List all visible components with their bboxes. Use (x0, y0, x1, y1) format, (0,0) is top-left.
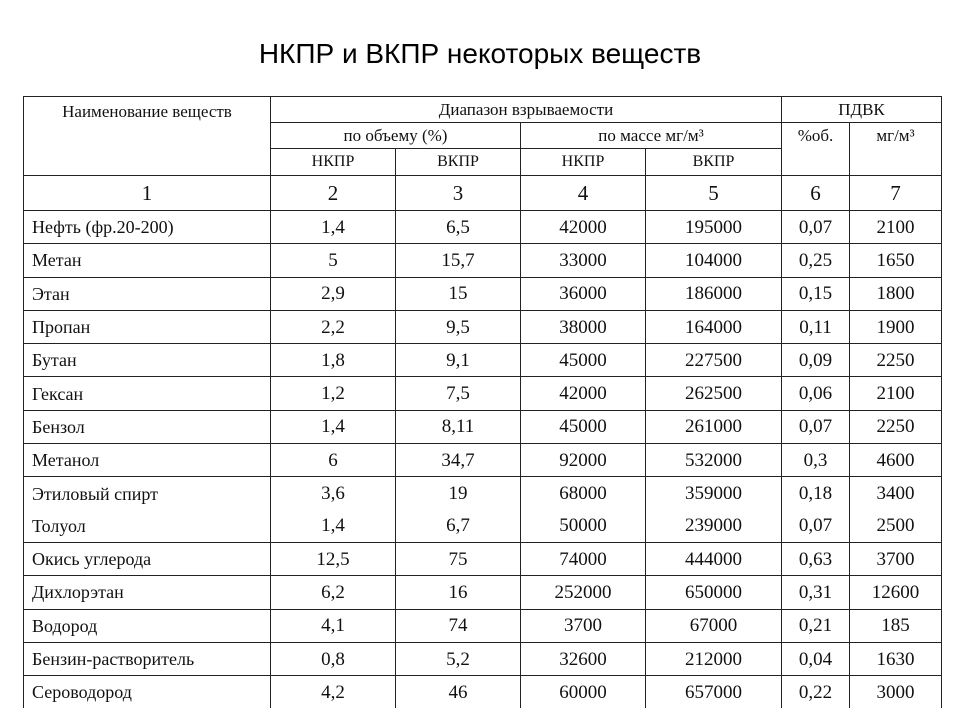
substance-name: Водород (24, 609, 271, 642)
mass-vkpr: 262500 (646, 377, 782, 410)
mass-nkpr: 42000 (521, 211, 646, 244)
pdvk-mg: 2100 (850, 211, 942, 244)
pdvk-percent: 0,07 (782, 410, 850, 443)
volume-nkpr: 4,1 (271, 609, 396, 642)
table-row (24, 377, 942, 410)
mass-nkpr: 38000 (521, 310, 646, 343)
mass-vkpr: 67000 (646, 609, 782, 642)
mass-vkpr: 532000 (646, 444, 782, 477)
col-number: 5 (646, 176, 782, 211)
substance-name: Гексан (24, 377, 271, 410)
pdvk-percent: 0,09 (782, 344, 850, 377)
mass-nkpr: 33000 (521, 244, 646, 277)
mass-nkpr: 92000 (521, 444, 646, 477)
table-row (24, 244, 942, 277)
header-substance-name: Наименование веществ (24, 97, 271, 176)
pdvk-mg: 2250 (850, 410, 942, 443)
substance-name: Окись углерода (24, 542, 271, 575)
pdvk-percent: 0,07 (782, 510, 850, 543)
volume-vkpr: 7,5 (396, 377, 521, 410)
substance-name: Пропан (24, 310, 271, 343)
volume-vkpr: 19 (396, 477, 521, 510)
volume-vkpr: 75 (396, 542, 521, 575)
substance-name: Сероводород (24, 676, 271, 709)
table-row (24, 510, 942, 543)
pdvk-mg: 1650 (850, 244, 942, 277)
col-number: 6 (782, 176, 850, 211)
table-row (24, 444, 942, 477)
substance-name: Толуол (24, 510, 271, 543)
volume-vkpr: 34,7 (396, 444, 521, 477)
mass-vkpr: 104000 (646, 244, 782, 277)
pdvk-percent: 0,31 (782, 576, 850, 609)
pdvk-mg: 3700 (850, 542, 942, 575)
substance-name: Метан (24, 244, 271, 277)
mass-nkpr: 252000 (521, 576, 646, 609)
substance-name: Дихлорэтан (24, 576, 271, 609)
pdvk-percent: 0,18 (782, 477, 850, 510)
substance-name: Этиловый спирт (24, 477, 271, 510)
pdvk-percent: 0,21 (782, 609, 850, 642)
pdvk-percent: 0,63 (782, 542, 850, 575)
mass-nkpr: 60000 (521, 676, 646, 709)
substance-name: Нефть (фр.20-200) (24, 211, 271, 244)
pdvk-percent: 0,04 (782, 642, 850, 675)
mass-vkpr: 657000 (646, 676, 782, 709)
column-number-row (24, 176, 942, 211)
volume-vkpr: 9,1 (396, 344, 521, 377)
col-number: 3 (396, 176, 521, 211)
mass-vkpr: 212000 (646, 642, 782, 675)
header-mg-m3: мг/м³ (850, 123, 942, 176)
pdvk-mg: 1630 (850, 642, 942, 675)
volume-nkpr: 3,6 (271, 477, 396, 510)
volume-vkpr: 5,2 (396, 642, 521, 675)
table-row (24, 576, 942, 609)
volume-vkpr: 15,7 (396, 244, 521, 277)
table-row (24, 277, 942, 310)
volume-vkpr: 16 (396, 576, 521, 609)
volume-nkpr: 1,4 (271, 211, 396, 244)
volume-vkpr: 6,5 (396, 211, 521, 244)
pdvk-mg: 1800 (850, 277, 942, 310)
pdvk-percent: 0,15 (782, 277, 850, 310)
table-row (24, 344, 942, 377)
mass-nkpr: 74000 (521, 542, 646, 575)
pdvk-mg: 185 (850, 609, 942, 642)
pdvk-mg: 1900 (850, 310, 942, 343)
table-row (24, 676, 942, 709)
table-row (24, 410, 942, 443)
volume-nkpr: 12,5 (271, 542, 396, 575)
pdvk-mg: 4600 (850, 444, 942, 477)
mass-nkpr: 36000 (521, 277, 646, 310)
substance-name: Бензол (24, 410, 271, 443)
mass-nkpr: 45000 (521, 344, 646, 377)
pdvk-mg: 3400 (850, 477, 942, 510)
volume-vkpr: 6,7 (396, 510, 521, 543)
header-mass-vkpr: ВКПР (646, 149, 782, 176)
pdvk-percent: 0,3 (782, 444, 850, 477)
page-title: НКПР и ВКПР некоторых веществ (258, 38, 702, 69)
header-vol-nkpr: НКПР (271, 149, 396, 176)
volume-nkpr: 0,8 (271, 642, 396, 675)
table-row (24, 211, 942, 244)
pdvk-mg: 2100 (850, 377, 942, 410)
col-number: 4 (521, 176, 646, 211)
col-number: 2 (271, 176, 396, 211)
table-row (24, 310, 942, 343)
mass-nkpr: 32600 (521, 642, 646, 675)
mass-vkpr: 186000 (646, 277, 782, 310)
mass-nkpr: 42000 (521, 377, 646, 410)
mass-nkpr: 3700 (521, 609, 646, 642)
pdvk-mg: 3000 (850, 676, 942, 709)
volume-nkpr: 1,2 (271, 377, 396, 410)
pdvk-mg: 2250 (850, 344, 942, 377)
mass-vkpr: 650000 (646, 576, 782, 609)
substance-name: Метанол (24, 444, 271, 477)
substance-name: Этан (24, 277, 271, 310)
header-by-volume: по объему (%) (271, 123, 521, 149)
volume-nkpr: 1,4 (271, 410, 396, 443)
header-pct-ob: %об. (782, 123, 850, 176)
mass-vkpr: 164000 (646, 310, 782, 343)
header-mass-nkpr: НКПР (521, 149, 646, 176)
mass-nkpr: 68000 (521, 477, 646, 510)
explosion-limits-table (23, 96, 942, 708)
pdvk-percent: 0,11 (782, 310, 850, 343)
volume-nkpr: 5 (271, 244, 396, 277)
volume-nkpr: 6 (271, 444, 396, 477)
pdvk-percent: 0,07 (782, 211, 850, 244)
header-explosion-range: Диапазон взрываемости (271, 97, 782, 123)
col-number: 7 (850, 176, 942, 211)
header-vol-vkpr: ВКПР (396, 149, 521, 176)
volume-nkpr: 4,2 (271, 676, 396, 709)
mass-vkpr: 444000 (646, 542, 782, 575)
pdvk-mg: 2500 (850, 510, 942, 543)
volume-nkpr: 2,9 (271, 277, 396, 310)
volume-vkpr: 9,5 (396, 310, 521, 343)
header-by-mass: по массе мг/м³ (521, 123, 782, 149)
volume-vkpr: 74 (396, 609, 521, 642)
header-pdvk: ПДВК (782, 97, 942, 123)
mass-vkpr: 195000 (646, 211, 782, 244)
volume-nkpr: 1,4 (271, 510, 396, 543)
mass-nkpr: 45000 (521, 410, 646, 443)
table-row (24, 609, 942, 642)
mass-vkpr: 227500 (646, 344, 782, 377)
table-row (24, 642, 942, 675)
pdvk-percent: 0,06 (782, 377, 850, 410)
volume-vkpr: 8,11 (396, 410, 521, 443)
col-number: 1 (24, 176, 271, 211)
pdvk-percent: 0,22 (782, 676, 850, 709)
mass-vkpr: 239000 (646, 510, 782, 543)
table-row (24, 477, 942, 510)
volume-vkpr: 46 (396, 676, 521, 709)
mass-nkpr: 50000 (521, 510, 646, 543)
mass-vkpr: 261000 (646, 410, 782, 443)
table-row (24, 542, 942, 575)
pdvk-mg: 12600 (850, 576, 942, 609)
substance-name: Бензин-растворитель (24, 642, 271, 675)
volume-nkpr: 6,2 (271, 576, 396, 609)
volume-vkpr: 15 (396, 277, 521, 310)
volume-nkpr: 2,2 (271, 310, 396, 343)
pdvk-percent: 0,25 (782, 244, 850, 277)
volume-nkpr: 1,8 (271, 344, 396, 377)
substance-name: Бутан (24, 344, 271, 377)
mass-vkpr: 359000 (646, 477, 782, 510)
